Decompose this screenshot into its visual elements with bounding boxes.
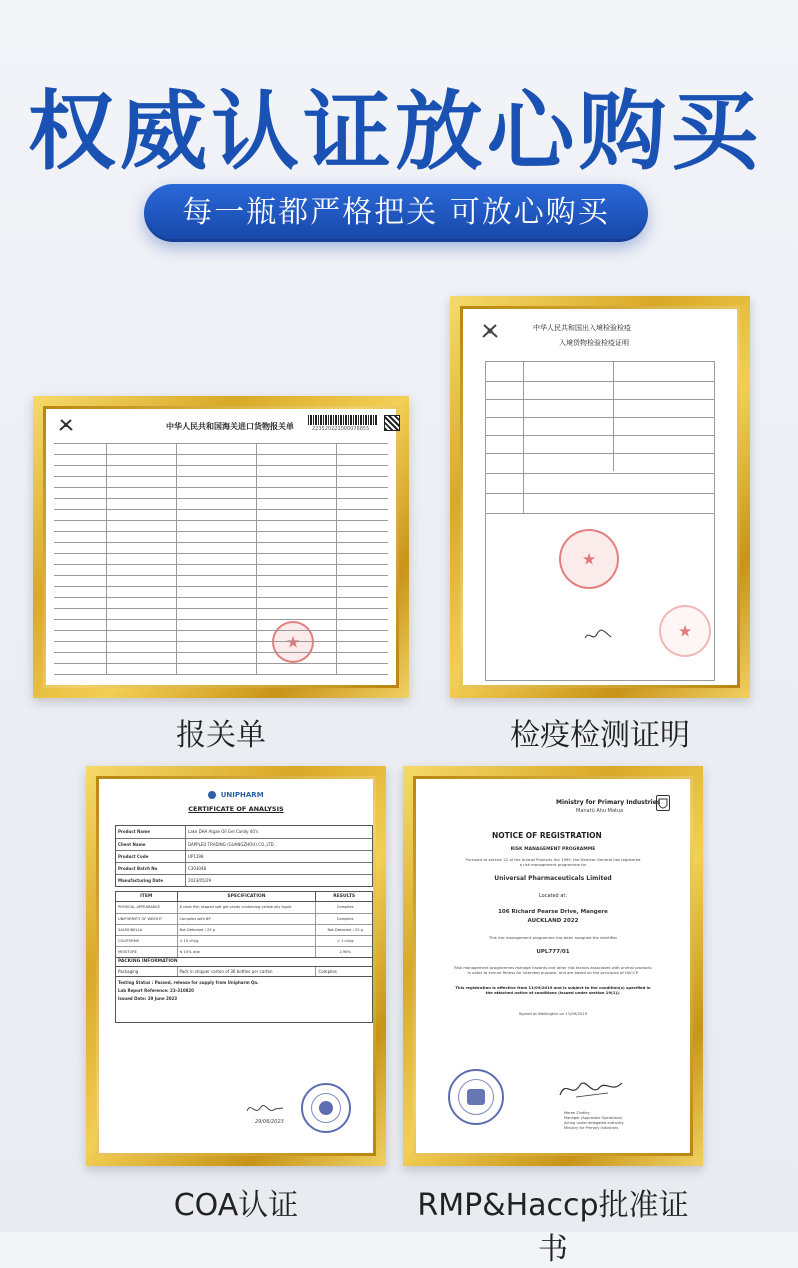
coa-field-label: Product Batch No xyxy=(116,863,186,874)
ministry-subname: Manatū Ahu Matua xyxy=(576,808,624,814)
form-rule xyxy=(54,608,388,609)
coa-spec-cell: MOISTURE xyxy=(116,947,178,957)
coa-spec-cell: Not Detected / 25 g xyxy=(327,928,363,932)
customs-title: 中华人民共和国海关进口货物报关单 xyxy=(166,422,294,431)
coa-spec-row xyxy=(116,946,372,957)
rmp-identifier-note: This risk management programme has been assigned the identifier xyxy=(488,935,618,940)
coa-spec-header-cell: RESULTS xyxy=(333,894,356,899)
certificate-frame-rmp xyxy=(403,766,703,1166)
form-rule xyxy=(54,564,388,565)
coa-packing-cell: Pack in shipper carton of 36 bottles per carton xyxy=(178,967,317,976)
coa-spec-row xyxy=(116,924,372,935)
rmp-signer-block xyxy=(564,1111,624,1131)
form-rule xyxy=(54,520,388,521)
caption-customs: 报关单 xyxy=(176,718,266,753)
form-column-rule xyxy=(176,443,177,674)
caption-rmp: RMP&Haccp批准证书 xyxy=(417,1188,689,1267)
form-rule xyxy=(54,498,388,499)
form-rule xyxy=(54,476,388,477)
form-rule xyxy=(54,509,388,510)
coa-field-label: Manufacturing Date xyxy=(116,875,186,886)
coa-field-row xyxy=(116,850,372,862)
coa-packing-cell: Complies xyxy=(318,969,337,974)
rmp-located-at: Located at: xyxy=(538,893,568,899)
rmp-address-2: AUCKLAND 2022 xyxy=(527,918,579,924)
coa-seal-icon xyxy=(319,1101,333,1115)
form-rule xyxy=(54,641,388,642)
nz-crest-icon xyxy=(656,795,670,811)
coa-field-label: Product Code xyxy=(116,851,186,862)
form-rule xyxy=(54,553,388,554)
coa-spec-cell: UNIFORMITY OF WEIGHT xyxy=(116,914,178,924)
rmp-company: Universal Pharmaceuticals Limited xyxy=(494,875,612,882)
coa-info-table xyxy=(115,825,373,887)
coa-field-label: Client Name xyxy=(116,839,186,850)
quarantine-title: 中华人民共和国出入境检验检疫 xyxy=(533,324,631,332)
form-rule xyxy=(54,652,388,653)
form-rule xyxy=(54,531,388,532)
form-rule xyxy=(54,465,388,466)
coa-signature-date: 29/06/2023 xyxy=(255,1119,284,1125)
unipharm-logo xyxy=(99,791,373,799)
rmp-pursuant: Pursuant to section 22 of the Animal Products Act 1999, the Director-General has registered a risk management programme for xyxy=(465,857,641,867)
customs-qr-code xyxy=(384,415,400,431)
rmp-signed: Signed at Wellington on 11/09/2019 xyxy=(518,1011,588,1016)
rmp-signer-line: Meree Zindley xyxy=(564,1111,590,1115)
rmp-title: NOTICE OF REGISTRATION xyxy=(492,831,602,840)
coa-spec-cell: Complies with BP xyxy=(178,914,317,924)
page-title: 权威认证放心购买 xyxy=(27,82,763,182)
customs-emblem-icon xyxy=(58,417,74,431)
coa-field-row xyxy=(116,862,372,874)
form-rule xyxy=(54,630,388,631)
caption-quarantine: 检疫检测证明 xyxy=(510,718,690,753)
coa-spec-cell: 2.98% xyxy=(339,950,351,954)
customs-doc-number: 223520221000078855 xyxy=(312,426,370,432)
form-column-rule xyxy=(106,443,107,674)
form-rule xyxy=(54,597,388,598)
coa-field-row xyxy=(116,838,372,850)
rmp-body: Risk management programmes manage hazards and other risk factors associated with animal products in order to ensure fitness for intended purpose, and are based on the principles of HACCP. xyxy=(454,965,652,975)
form-column-rule xyxy=(256,443,257,674)
form-rule xyxy=(54,674,388,675)
rmp-identifier: UPL777/01 xyxy=(536,949,570,955)
coa-spec-cell: ≤ 10% w/w xyxy=(178,947,317,957)
coa-spec-cell: Complies xyxy=(336,917,354,921)
rmp-document xyxy=(416,779,690,1153)
subtitle-banner: 每一瓶都严格把关 可放心购买 xyxy=(144,184,648,242)
rmp-signer-line: Ministry for Primary Industries xyxy=(564,1126,619,1130)
coa-packing-cell: Packaging xyxy=(116,967,178,976)
form-rule xyxy=(54,663,388,664)
coa-seal xyxy=(301,1083,351,1133)
brand-name: UNIPHARM xyxy=(220,791,264,799)
customs-declaration-document xyxy=(46,409,396,685)
coa-field-row xyxy=(116,826,372,838)
form-column-rule xyxy=(336,443,337,674)
coa-spec-cell: Not Detected / 25 g xyxy=(178,925,317,935)
coa-spec-row xyxy=(116,935,372,946)
rmp-signer-line: Manager (Approvals Operations) xyxy=(564,1116,623,1120)
coa-field-value: Lake DHA Algae Oil Gel Candy 40's xyxy=(188,829,259,834)
packing-header: PACKING INFORMATION xyxy=(116,957,372,966)
certificate-frame-customs xyxy=(33,396,409,698)
coa-issued-date: Issued Date: 29 June 2023 xyxy=(118,996,178,1001)
rmp-programme: RISK MANAGEMENT PROGRAMME xyxy=(510,847,596,852)
unipharm-logo-icon xyxy=(208,791,216,799)
certificate-frame-coa xyxy=(86,766,386,1166)
form-rule xyxy=(54,487,388,488)
rmp-signer-line: Acting under delegated authority xyxy=(564,1121,624,1125)
quarantine-emblem-icon xyxy=(481,323,499,339)
form-rule xyxy=(54,619,388,620)
coa-title: CERTIFICATE OF ANALYSIS xyxy=(188,805,284,813)
coa-spec-cell: A clear fish shaped soft gel candy containing yellow oily liquid xyxy=(178,902,317,913)
coa-spec-row xyxy=(116,913,372,924)
quarantine-certificate-document xyxy=(463,309,737,685)
coa-field-value: DAPPLED TRADING (GUANGZHOU) CO.,LTD xyxy=(188,842,274,847)
rmp-signature xyxy=(556,1075,626,1107)
certificate-frame-quarantine xyxy=(450,296,750,698)
coa-document xyxy=(99,779,373,1153)
form-rule xyxy=(54,454,388,455)
form-rule xyxy=(54,575,388,576)
mpi-seal xyxy=(448,1069,504,1125)
form-rule xyxy=(54,586,388,587)
quarantine-subtitle: 入境货物检验检疫证明 xyxy=(559,339,629,347)
ministry-name: Ministry for Primary Industries xyxy=(556,799,661,806)
rmp-address-1: 106 Richard Pearse Drive, Mangere xyxy=(498,909,608,915)
coa-field-value: C303048 xyxy=(188,866,207,871)
coa-testing-note: Testing Status : Passed, release for supply from Unipharm Qa. xyxy=(118,980,259,985)
coa-spec-header-cell: ITEM xyxy=(116,892,178,901)
coa-spec-cell: COLIFORMS xyxy=(116,936,178,946)
form-rule xyxy=(54,443,388,444)
mpi-seal-icon xyxy=(467,1089,485,1105)
form-rule xyxy=(54,542,388,543)
coa-spec-cell: SALMONELLA xyxy=(116,925,178,935)
coa-field-value: 2023/05/29 xyxy=(188,878,212,883)
coa-spec-row xyxy=(116,902,372,913)
coa-spec-table xyxy=(115,891,373,1023)
coa-spec-cell: < 1 cfu/g xyxy=(336,939,354,943)
customs-red-stamp xyxy=(272,621,314,663)
customs-barcode xyxy=(308,415,378,425)
coa-spec-cell: PHYSICAL APPEARANCE xyxy=(116,902,178,913)
rmp-effective: This registration is effective from 11/09/2019 and is subject to the condition(s) specified in the attached notice of conditions (issued under section 19(1)). xyxy=(455,985,651,995)
coa-spec-cell: < 10 cfu/g xyxy=(178,936,317,946)
coa-field-value: UP1198 xyxy=(188,854,204,859)
coa-lab-ref: Lab Report Reference: 23-310820 xyxy=(118,988,194,993)
coa-field-label: Product Name xyxy=(116,826,186,838)
coa-spec-header-cell: SPECIFICATION xyxy=(178,892,317,901)
caption-coa: COA认证 xyxy=(173,1188,299,1223)
coa-spec-cell: Complies xyxy=(336,905,354,909)
form-border xyxy=(485,361,715,681)
coa-field-row xyxy=(116,874,372,886)
